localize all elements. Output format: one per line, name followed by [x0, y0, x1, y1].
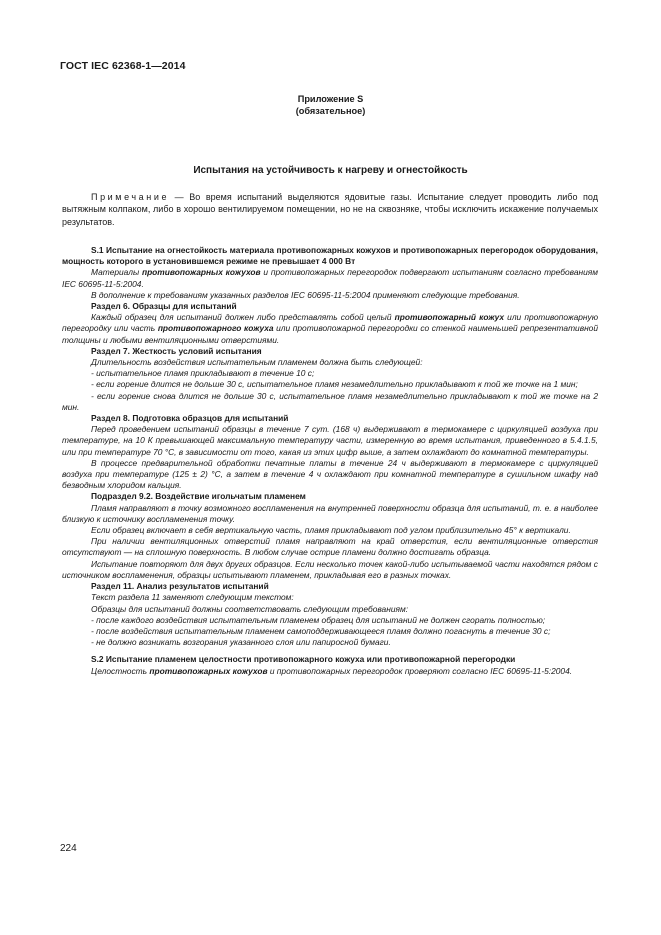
section-6-paragraph: Каждый образец для испытаний должен либо представлять собой целый противопожарный кожух или противопожарную перегородку или часть противопожарного кожуха или противопожарной перегородки со стенкой наименьшей репрезентативной толщины и любыми вентиляционными отверстиями.: [62, 312, 599, 345]
section-7-item-3: - если горение снова длится не дольше 30 с, испытательное пламя незамедлительно прикладывают к той же точке на 2 мин.: [62, 390, 598, 412]
section-7-heading: Раздел 7. Жесткость условий испытания: [91, 345, 262, 356]
note-dash: —: [169, 192, 190, 202]
section-11-item-3: - не должно возникать возгорания указанного слоя или папиросной бумаги.: [91, 637, 391, 648]
note-paragraph: [62, 191, 598, 228]
s2-paragraph: Целостность противопожарных кожухов и противопожарных перегородок проверяют согласно IEC 60695-11-5:2004.: [91, 665, 573, 676]
section-7-paragraph-1: Длительность воздействия испытательным пламенем должна быть следующей:: [91, 357, 423, 368]
section-6-heading: Раздел 6. Образцы для испытаний: [91, 301, 237, 312]
subsection-9-2-paragraph-4: Испытание повторяют для двух других образцов. Если несколько точек какой-либо испытываемой части находятся рядом с источником воспламенения, образцы испытывают пламенем, прикладывая его в разных точках.: [62, 558, 598, 580]
section-11-item-2: - после воздействия испытательным пламенем самоподдерживающееся пламя должно погаснуть в течение 30 с;: [91, 625, 551, 636]
section-8-heading: Раздел 8. Подготовка образцов для испытаний: [91, 413, 289, 424]
note-text: Во время испытаний выделяются ядовитые газы. Испытание следует проводить либо под вытяжным колпаком, либо в хорошо вентилируемом помещении, но не на сквозняке, чтобы исключить искажение получаемых результатов.: [62, 192, 598, 227]
section-8-paragraph-2: В процессе предварительной обработки печатные платы в течение 24 ч выдерживают в термокамере с циркуляцией воздуха при температуре (125 ± 2) °С, а затем в течение 4 ч охлаждают при комнатной температуре в сушильном шкафу над безводным хлоридом кальция.: [62, 457, 598, 491]
subsection-9-2-paragraph-3: При наличии вентиляционных отверстий пламя направляют на край отверстия, если вентиляционные отверстия отсутствуют — на сплошную поверхность. В любом случае острие пламени должно достигать образца.: [62, 536, 598, 558]
section-11-item-1: - после каждого воздействия испытательным пламенем образец для испытаний не должен сгорать полностью;: [91, 614, 546, 625]
section-11-paragraph-1: Текст раздела 11 заменяют следующим текстом:: [91, 592, 294, 603]
subsection-9-2-paragraph-2: Если образец включает в себя вертикальную часть, пламя прикладывают под углом приблизительно 45° к вертикали.: [91, 525, 571, 536]
main-title: Испытания на устойчивость к нагреву и огнестойкость: [193, 165, 468, 176]
appendix-status: (обязательное): [295, 106, 366, 116]
term-fire-enclosures: противопожарных кожухов: [141, 267, 261, 278]
appendix-title: Приложение S: [297, 94, 364, 104]
document-body: [62, 245, 598, 677]
s1-heading: S.1 Испытание на огнестойкость материала противопожарных кожухов и противопожарных перегородок оборудования, мощность которого в установившемся режиме не превышает 4 000 Вт: [62, 245, 598, 267]
s1-paragraph-2: В дополнение к требованиям указанных разделов IEC 60695-11-5:2004 применяют следующие требования.: [91, 289, 520, 300]
section-11-heading: Раздел 11. Анализ результатов испытаний: [91, 581, 269, 592]
s1-paragraph-1: Материалы противопожарных кожухов и противопожарных перегородок подвергают испытаниям согласно требованиям IEC 60695-11-5:2004.: [62, 267, 598, 289]
section-7-item-2: - если горение длится не дольше 30 с, испытательное пламя незамедлительно прикладывают к той же точке на 1 мин;: [91, 379, 578, 390]
note-label: Примечание: [91, 192, 170, 202]
standard-header: ГОСТ IEC 62368-1—2014: [60, 60, 186, 72]
section-7-item-1: - испытательное пламя прикладывают в течение 10 с;: [91, 368, 315, 379]
subsection-9-2-paragraph-1: Пламя направляют в точку возможного воспламенения на внутренней поверхности образца для испытаний, т. е. в наиболее близкую к источнику воспламенения точку.: [62, 502, 598, 524]
section-8-paragraph-1: Перед проведением испытаний образцы в течение 7 сут. (168 ч) выдерживают в термокамере с циркуляцией воздуха при температуре, на 10 К превышающей максимальную температуру части, измеренную во время испытания, приведенного в 5.4.1.5, или при температуре 70 °С, в зависимости от того, какая из этих цифр выше, а затем охлаждают до комнатной температуры.: [62, 424, 598, 457]
s2-heading: S.2 Испытание пламенем целостности противопожарного кожуха или противопожарной перегородки: [91, 654, 516, 665]
section-11-paragraph-2: Образцы для испытаний должны соответствовать следующим требованиям:: [91, 603, 409, 614]
page-number: 224: [60, 843, 77, 854]
subsection-9-2-heading: Подраздел 9.2. Воздействие игольчатым пламенем: [91, 491, 306, 502]
